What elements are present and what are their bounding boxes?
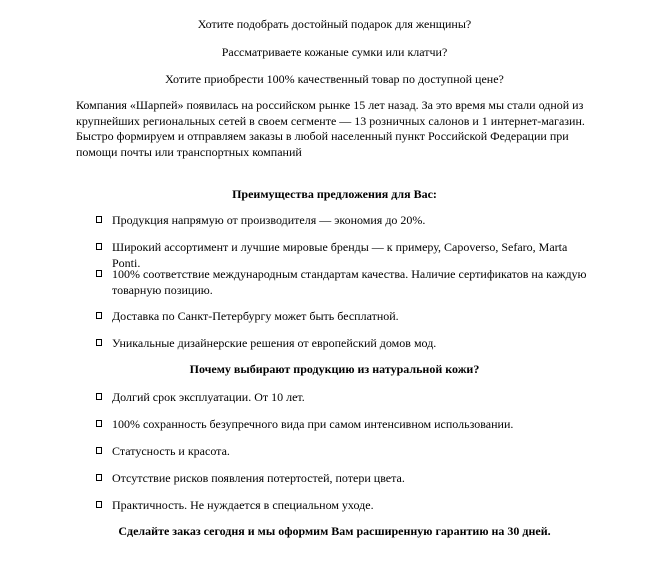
intro-question-3: Хотите приобрести 100% качественный товар по доступной цене? <box>165 72 504 86</box>
list-item <box>96 266 596 298</box>
bullet-box-icon <box>96 474 102 481</box>
intro-question-1: Хотите подобрать достойный подарок для женщины? <box>197 17 472 31</box>
bullet-box-icon <box>96 312 102 319</box>
list-item-text: 100% сохранность безупречного вида при самом интенсивном использовании. <box>112 417 514 431</box>
intro-question-2: Рассматриваете кожаные сумки или клатчи? <box>221 45 448 59</box>
list-item-text: Доставка по Санкт-Петербургу может быть бесплатной. <box>112 309 399 323</box>
list-item-text: Отсутствие рисков появления потертостей, потери цвета. <box>112 471 405 485</box>
bullet-box-icon <box>96 216 102 223</box>
list-item-text: 100% соответствие международным стандартам качества. Наличие сертификатов на каждую товарную позицию. <box>112 267 587 297</box>
list-item-text: Долгий срок эксплуатации. От 10 лет. <box>112 390 305 404</box>
list-item-text: Широкий ассортимент и лучшие мировые бренды — к примеру, Capoverso, Sefaro, Marta Ponti. <box>112 240 568 270</box>
list-item-text: Практичность. Не нуждается в специальном уходе. <box>112 498 374 512</box>
list-item-text: Статусность и красота. <box>112 444 230 458</box>
closing-offer: Сделайте заказ сегодня и мы оформим Вам расширенную гарантию на 30 дней. <box>118 524 551 538</box>
list-item <box>96 212 596 228</box>
list-item-text: Продукция напрямую от производителя — экономия до 20%. <box>112 213 426 227</box>
why-leather-heading: Почему выбирают продукцию из натуральной кожи? <box>189 362 480 376</box>
list-item <box>96 443 596 459</box>
bullet-box-icon <box>96 339 102 346</box>
list-item <box>96 389 596 405</box>
advantages-heading: Преимущества предложения для Вас: <box>232 187 437 201</box>
bullet-box-icon <box>96 243 102 250</box>
list-item <box>96 308 596 324</box>
list-item <box>96 335 596 351</box>
list-item <box>96 497 596 513</box>
company-paragraph: Компания «Шарпей» появилась на российском рынке 15 лет назад. За это время мы стали одной из крупнейших региональных сетей в своем сегменте — 13 розничных салонов и 1 интернет-магазин. Быстро формируем и отправляем заказы в любой населенный пункт Российской Федерации при помощи почты или транспортных компаний <box>76 98 585 159</box>
list-item <box>96 416 596 432</box>
bullet-box-icon <box>96 447 102 454</box>
list-item <box>96 470 596 486</box>
bullet-box-icon <box>96 270 102 277</box>
list-item-text: Уникальные дизайнерские решения от европейский домов мод. <box>112 336 437 350</box>
bullet-box-icon <box>96 501 102 508</box>
bullet-box-icon <box>96 393 102 400</box>
bullet-box-icon <box>96 420 102 427</box>
